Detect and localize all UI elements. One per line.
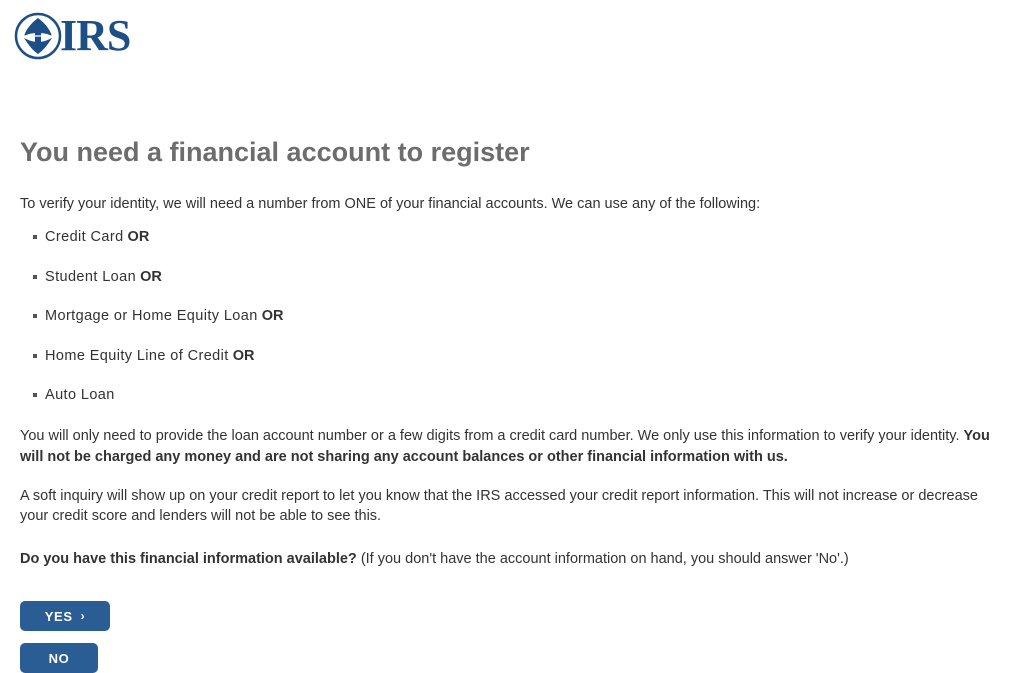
no-button[interactable] (20, 643, 98, 673)
soft-inquiry-paragraph: A soft inquiry will show up on your credit report to let you know that the IRS accessed your credit report information. This will not increase or decrease your credit score and lenders will not be able to see this. (20, 487, 978, 525)
verification-paragraph (20, 426, 1004, 467)
account-option-label: Auto Loan (45, 386, 115, 403)
site-header (0, 0, 1024, 74)
list-item (45, 387, 1004, 404)
account-option-label: Mortgage or Home Equity Loan (45, 308, 258, 325)
yes-button-label: YES (44, 608, 73, 624)
availability-question-bold: Do you have this financial information available? (20, 550, 357, 567)
irs-eagle-seal-icon (14, 12, 62, 60)
availability-question (20, 549, 1004, 570)
account-option-label: Credit Card (45, 229, 124, 246)
list-item (45, 229, 1004, 246)
yes-button-row (20, 601, 1024, 631)
no-button-row (20, 631, 1024, 673)
yes-button[interactable] (20, 601, 110, 631)
account-option-or: OR (140, 268, 162, 285)
list-item (45, 308, 1004, 325)
irs-wordmark: IRS (60, 11, 131, 60)
account-option-or: OR (127, 229, 150, 246)
account-option-or: OR (261, 308, 284, 325)
list-item (45, 269, 1004, 286)
main-content (0, 136, 1024, 569)
account-option-label: Home Equity Line of Credit (45, 347, 229, 364)
action-buttons (20, 601, 1024, 673)
no-button-label: NO (48, 650, 70, 666)
chevron-right-icon: › (80, 609, 86, 624)
availability-question-note: (If you don't have the account information on hand, you should answer 'No'.) (360, 550, 849, 567)
list-item (45, 348, 1004, 365)
irs-logo[interactable] (14, 12, 1024, 60)
verification-text-normal: You will only need to provide the loan account number or a few digits from a credit card number. We only use this information to verify your identity. (20, 428, 960, 445)
account-option-label: Student Loan (45, 268, 137, 285)
page-title: You need a financial account to register (20, 137, 530, 167)
account-option-or: OR (232, 347, 255, 364)
account-options-list (20, 229, 1004, 404)
intro-paragraph: To verify your identity, we will need a number from ONE of your financial accounts. We can use any of the following: (20, 196, 761, 213)
verification-text-bold: You will not be charged any money and are not sharing any account balances or other financial information with us. (20, 428, 990, 465)
